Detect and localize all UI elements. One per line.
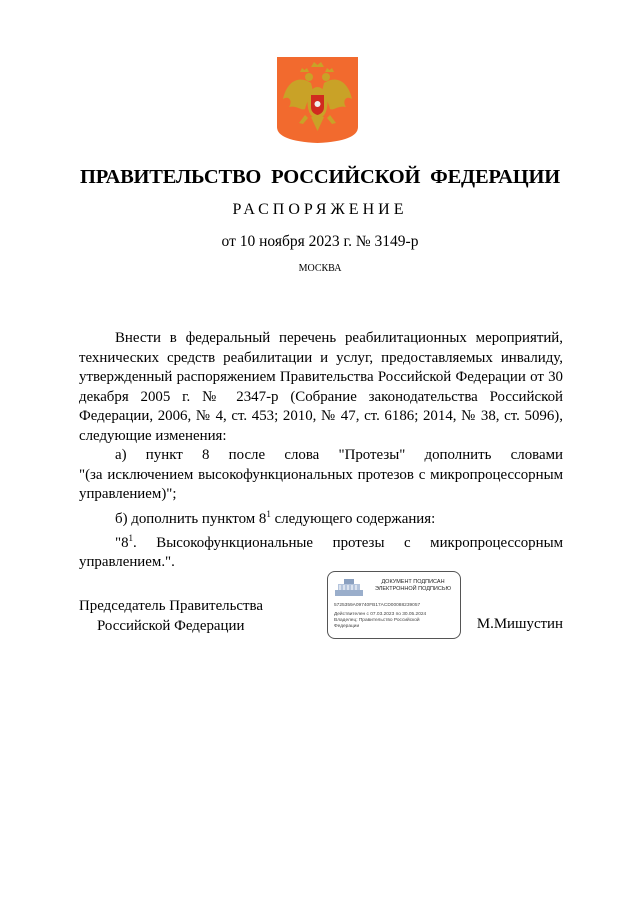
document-city: МОСКВА: [298, 263, 342, 274]
quote-line2: управлением.".: [79, 554, 175, 571]
stamp-title-line2: ЭЛЕКТРОННОЙ ПОДПИСЬЮ: [374, 586, 452, 592]
stamp-title-line1: ДОКУМЕНТ ПОДПИСАН: [381, 579, 445, 585]
item-b-paragraph: [79, 505, 563, 529]
item-a-line2: "(за исключением высокофункциональных протезов с микропроцессорным управлением)";: [79, 466, 563, 502]
document-date-number: от 10 ноября 2023 г. № 3149-р: [221, 233, 419, 250]
item-b-text: б) дополнить пунктом 8: [115, 510, 267, 527]
stamp-validity: Действителен с 07.03.2023 по 30.05.2024: [334, 612, 427, 617]
document-type: РАСПОРЯЖЕНИЕ: [232, 201, 408, 218]
item-b-superscript: 1: [266, 508, 271, 519]
signer-position-line2: Российской Федерации: [97, 618, 245, 634]
quote-superscript: 1: [128, 532, 134, 543]
russian-coat-of-arms-icon: [275, 55, 360, 145]
quote-number: "8: [115, 534, 129, 551]
item-b-text-end: следующего содержания:: [270, 510, 436, 527]
stamp-title: [368, 579, 458, 593]
coat-of-arms-emblem: [275, 55, 360, 145]
signer-position-line1: Председатель Правительства: [79, 598, 263, 614]
organization-title: ПРАВИТЕЛЬСТВО РОССИЙСКОЙ ФЕДЕРАЦИИ: [80, 166, 560, 188]
quote-text: . Высокофункциональные протезы с микропроцессорным: [133, 534, 563, 551]
intro-paragraph: Внести в федеральный перечень реабилитационных мероприятий, технических средств реабилитации и услуг, предоставляемых инвалиду, утвержденный распоряжением Правительства Российской Федерации от 30 декабря 2005 г. № 2347-р (Собрание законодательства Российской Федерации, 2006, № 4, ст. 453; 2010, № 47, ст. 6186; 2014, № 38, ст. 5096), следующие изменения:: [79, 330, 563, 444]
document-body: [79, 329, 563, 573]
quote-line1: [79, 529, 563, 553]
signer-name: М.Мишустин: [476, 616, 563, 632]
stamp-owner: Владелец: Правительство Российской Федерации: [334, 618, 420, 629]
stamp-certificate-serial: 5725359A09740FB17ACD00088239057: [334, 603, 421, 608]
item-a-line1: а) пункт 8 после слова "Протезы" дополнить словами: [115, 447, 563, 463]
electronic-signature-stamp: [327, 571, 461, 639]
signer-position: [79, 596, 263, 636]
government-building-icon: [334, 577, 364, 597]
